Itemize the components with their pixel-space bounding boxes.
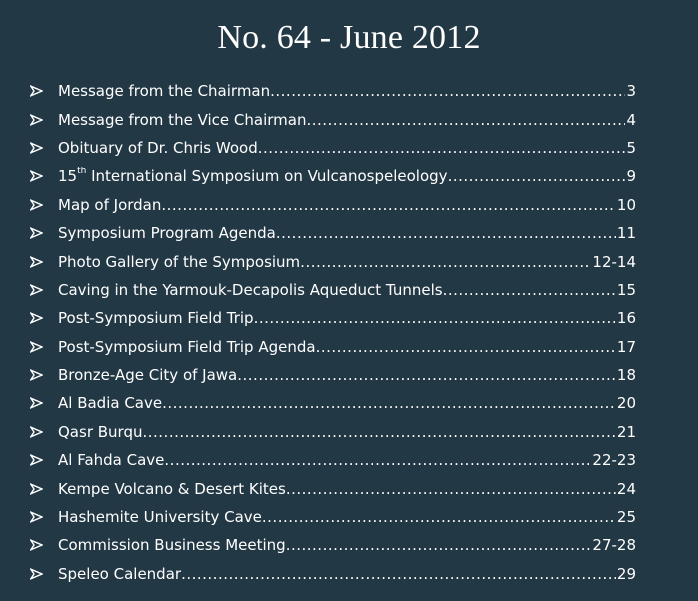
arrow-bullet-icon [30,256,58,268]
toc-entry[interactable] [30,560,670,588]
toc-entry-line [58,167,636,185]
toc-entry-title [58,167,448,185]
arrow-bullet-icon [30,454,58,466]
toc-entry-title-text: Map of Jordan [58,195,162,214]
toc-entry-line [58,394,636,412]
toc-entry-title [58,224,276,242]
dot-leader [258,139,626,157]
toc-entry-line [58,536,636,554]
toc-entry-title-text: Hashemite University Cave [58,508,262,527]
toc-entry-line [58,480,636,498]
toc-entry-title-text: Post-Symposium Field Trip Agenda [58,337,316,356]
arrow-bullet-icon [30,284,58,296]
toc-entry-line [58,253,636,271]
toc-entry-title-text: Message from the Chairman [58,82,271,101]
toc-entry[interactable] [30,162,670,190]
toc-entry-line [58,508,636,526]
toc-entry-title [58,139,258,157]
toc-entry[interactable] [30,304,670,332]
toc-entry-title-text: Al Fahda Cave [58,451,165,470]
toc-entry-title [58,565,181,583]
dot-leader [142,423,615,441]
toc-entry-line [58,366,636,384]
toc-page-number: 25 [616,508,636,527]
toc-entry[interactable] [30,361,670,389]
arrow-bullet-icon [30,199,58,211]
toc-entry[interactable] [30,219,670,247]
dot-leader [237,366,616,384]
toc-entry-title [58,111,306,129]
toc-entry-title-text: Message from the Vice Chairman [58,110,307,129]
toc-entry[interactable] [30,333,670,361]
dot-leader [306,111,625,129]
toc-entry[interactable] [30,247,670,275]
arrow-bullet-icon [30,483,58,495]
toc-entry[interactable] [30,134,670,162]
toc-page-number: 12-14 [592,252,636,271]
toc-entry-title [58,394,162,412]
toc-page-number: 20 [616,394,636,413]
toc-entry[interactable] [30,191,670,219]
arrow-bullet-icon [30,312,58,324]
toc-entry-title-text: Commission Business Meeting [58,536,286,555]
toc-entry-line [58,565,636,583]
toc-entry-line [58,423,636,441]
toc-entry-title-text: Caving in the Yarmouk-Decapolis Aqueduct Tunnels [58,280,443,299]
toc-page-number: 21 [616,422,636,441]
dot-leader [164,451,591,469]
toc-page-number: 10 [616,195,636,214]
toc-entry[interactable] [30,474,670,502]
toc-entry[interactable] [30,531,670,559]
dot-leader [161,196,616,214]
toc-entry-title [58,338,316,356]
arrow-bullet-icon [30,114,58,126]
toc-entry-line [58,281,636,299]
dot-leader [286,480,616,498]
toc-entry[interactable] [30,389,670,417]
toc-entry[interactable] [30,446,670,474]
dot-leader [286,536,592,554]
dot-leader [316,338,616,356]
toc-entry-superscript: th [77,167,87,177]
arrow-bullet-icon [30,369,58,381]
toc-entry-title [58,196,161,214]
arrow-bullet-icon [30,142,58,154]
arrow-bullet-icon [30,227,58,239]
toc-entry-title-text: Obituary of Dr. Chris Wood [58,138,258,157]
toc-page-number: 4 [626,110,636,129]
toc-entry[interactable] [30,418,670,446]
toc-entry[interactable] [30,503,670,531]
arrow-bullet-icon [30,426,58,438]
toc-entry-line [58,139,636,157]
toc-page-number: 29 [616,564,636,583]
toc-entry-title-text: 15 [58,167,78,186]
toc-page-number: 24 [616,479,636,498]
toc-page-number: 15 [616,280,636,299]
toc-entry-title [58,480,286,498]
toc-page-number: 18 [616,366,636,385]
toc-entry-line [58,111,636,129]
toc-entry-line [58,224,636,242]
toc-entry-title [58,82,270,100]
toc-page-number: 16 [616,309,636,328]
dot-leader [162,394,616,412]
dot-leader [254,309,616,327]
table-of-contents [30,77,670,588]
dot-leader [443,281,616,299]
dot-leader [300,253,591,271]
arrow-bullet-icon [30,85,58,97]
toc-entry-title [58,366,237,384]
dot-leader [181,565,616,583]
toc-entry[interactable] [30,105,670,133]
toc-entry-line [58,338,636,356]
toc-page-number: 27-28 [592,536,636,555]
toc-entry-title-text: Kempe Volcano & Desert Kites [58,479,286,498]
toc-entry[interactable] [30,276,670,304]
dot-leader [276,224,616,242]
toc-entry-title-text: Qasr Burqu [58,422,143,441]
toc-entry[interactable] [30,77,670,105]
dot-leader [448,167,626,185]
toc-page-number: 11 [616,224,636,243]
toc-entry-title [58,536,286,554]
arrow-bullet-icon [30,170,58,182]
issue-title: No. 64 - June 2012 [217,19,481,56]
toc-entry-title-text: Bronze-Age City of Jawa [58,366,238,385]
toc-entry-title [58,451,164,469]
toc-entry-line [58,82,636,100]
toc-entry-title-text: Symposium Program Agenda [58,224,276,243]
toc-page-number: 9 [626,167,636,186]
toc-entry-line [58,196,636,214]
toc-entry-line [58,451,636,469]
arrow-bullet-icon [30,397,58,409]
arrow-bullet-icon [30,341,58,353]
dot-leader [270,82,625,100]
toc-entry-title [58,309,254,327]
arrow-bullet-icon [30,539,58,551]
toc-entry-title [58,508,262,526]
toc-entry-title [58,253,300,271]
toc-page-number: 5 [626,138,636,157]
toc-page-number: 22-23 [592,451,636,470]
toc-entry-title [58,281,443,299]
toc-page-number: 17 [616,337,636,356]
toc-entry-line [58,309,636,327]
toc-entry-title [58,423,142,441]
arrow-bullet-icon [30,511,58,523]
dot-leader [262,508,616,526]
toc-entry-title-text: Post-Symposium Field Trip [58,309,254,328]
toc-page-number: 3 [626,82,636,101]
toc-entry-title-rest: International Symposium on Vulcanospeleology [86,167,448,186]
toc-entry-title-text: Speleo Calendar [58,564,182,583]
arrow-bullet-icon [30,568,58,580]
toc-entry-title-text: Photo Gallery of the Symposium [58,252,301,271]
toc-entry-title-text: Al Badia Cave [58,394,163,413]
